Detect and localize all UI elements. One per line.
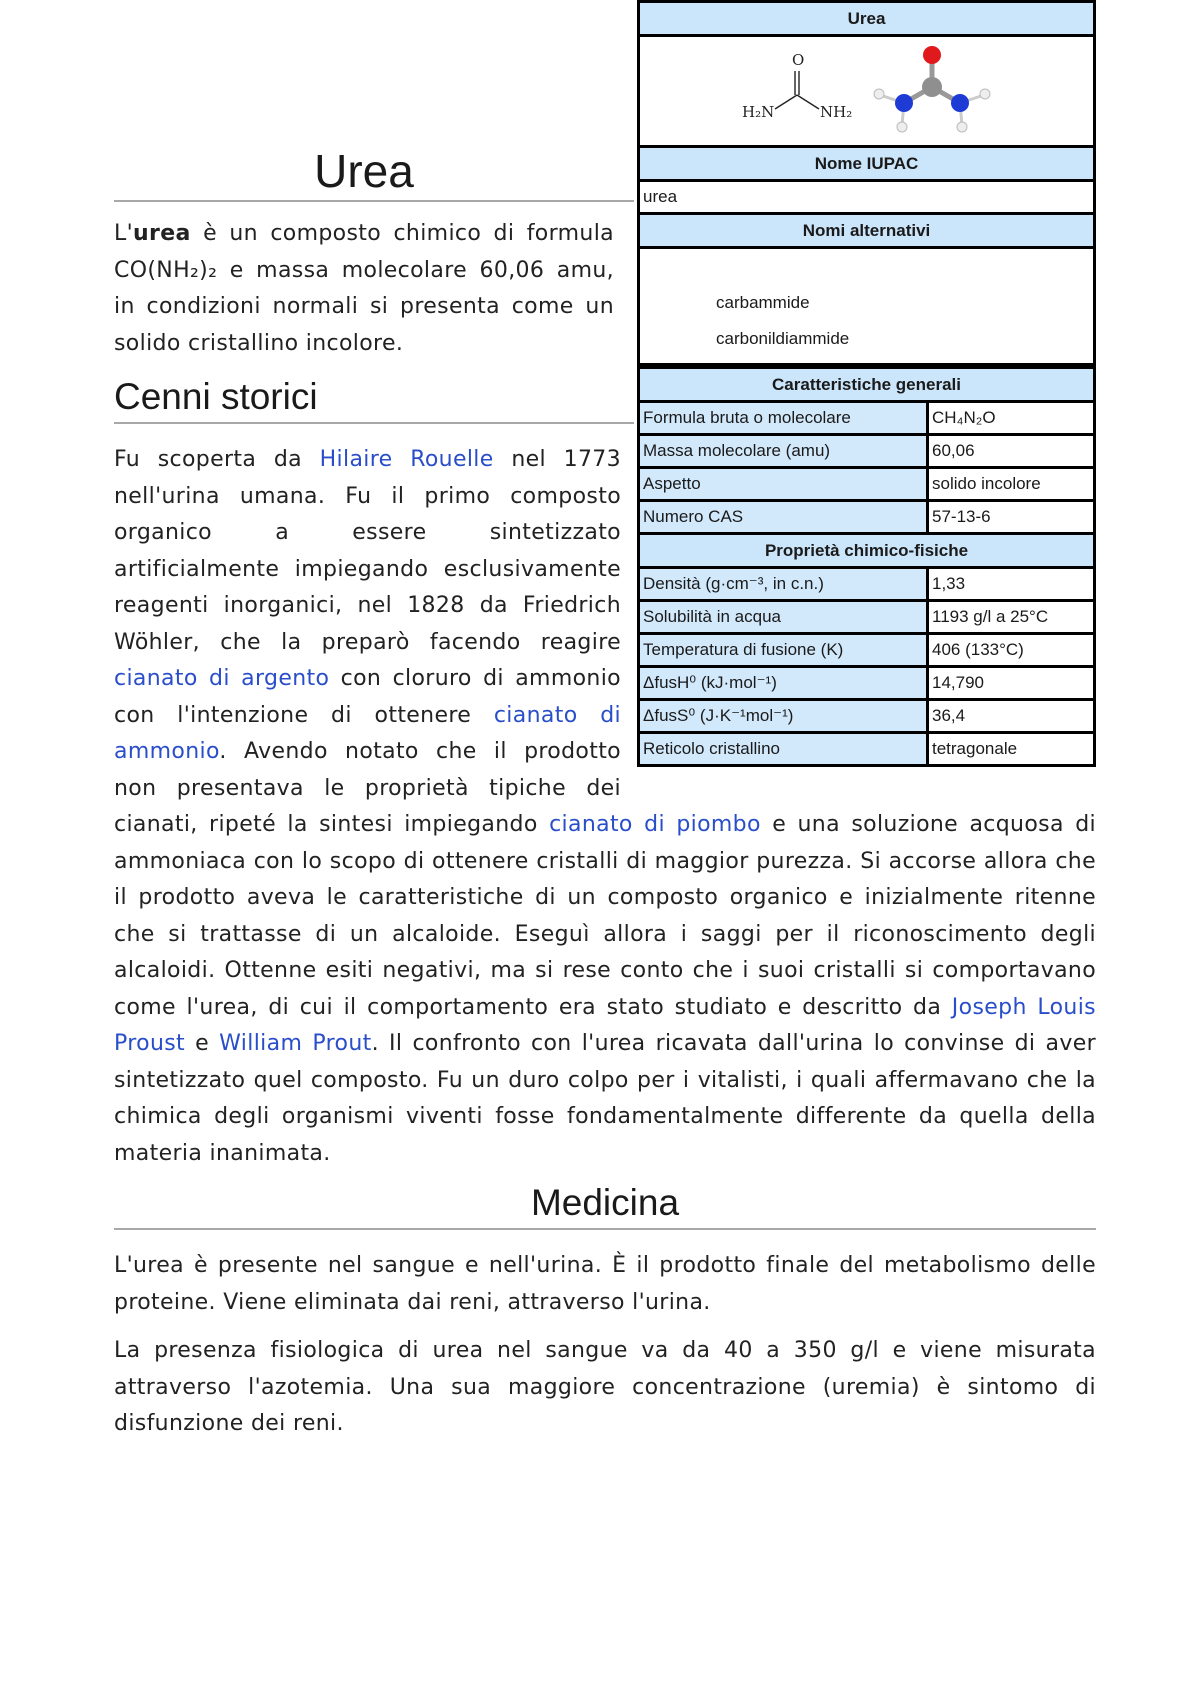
history-divider bbox=[114, 422, 634, 424]
oxygen-label: O bbox=[791, 50, 804, 69]
infobox-title: Urea bbox=[639, 2, 1095, 36]
history-text: Fu scoperta da bbox=[114, 447, 320, 472]
row-value: CH₄N₂O bbox=[928, 402, 1095, 435]
row-label: Aspetto bbox=[639, 468, 928, 501]
history-text: . Il confronto con l'urea ricavata dall'urina lo convinse di aver sintetizzato quel composto. Fu un duro colpo per i vitalisti, i quali affermavano che la chimica degli organismi viventi fosse fondamentalmente differente da quella della materia inanimata. bbox=[114, 1031, 1096, 1166]
link-william-prout[interactable]: William Prout bbox=[219, 1031, 372, 1056]
ball-and-stick-model bbox=[874, 46, 990, 132]
row-label: Numero CAS bbox=[639, 501, 928, 534]
row-label: Formula bruta o molecolare bbox=[639, 402, 928, 435]
alt-name-item: carbammide bbox=[716, 293, 810, 312]
history-text: . Avendo notato che il prodotto non presentava le proprietà tipiche dei cianati, ripeté la sintesi impiegando bbox=[114, 739, 621, 837]
row-value: 36,4 bbox=[928, 700, 1095, 733]
row-label: Densità (g·cm⁻³, in c.n.) bbox=[639, 568, 928, 601]
row-value: solido incolore bbox=[928, 468, 1095, 501]
row-value: 1193 g/l a 25°C bbox=[928, 601, 1095, 634]
intro-bold: urea bbox=[133, 221, 191, 246]
medicine-paragraph-1: L'urea è presente nel sangue e nell'urina. È il prodotto finale del metabolismo delle proteine. Viene eliminata dai reni, attraverso l'urina. bbox=[114, 1253, 1096, 1315]
page-title: Urea bbox=[314, 145, 414, 197]
alt-names-list bbox=[639, 248, 1095, 365]
medicine-heading: Medicina bbox=[530, 1182, 680, 1223]
left-amine-label: H₂N bbox=[741, 102, 774, 121]
right-amine-label: NH₂ bbox=[819, 102, 852, 121]
history-text: nel 1773 nell'urina umana. Fu il primo composto organico a essere sintetizzato artificialmente impiegando esclusivamente reagenti inorganici, nel 1828 da Friedrich Wöhler, che la preparò facendo reagire bbox=[114, 447, 621, 655]
urea-structure-diagram bbox=[742, 39, 992, 139]
intro-paragraph bbox=[114, 216, 614, 362]
history-text: con cloruro di ammonio con l'intenzione di ottenere bbox=[114, 666, 621, 728]
physchem-header: Proprietà chimico-fisiche bbox=[639, 534, 1095, 568]
row-label: Massa molecolare (amu) bbox=[639, 435, 928, 468]
iupac-value: urea bbox=[639, 181, 1095, 214]
medicine-paragraph-2: La presenza fisiologica di urea nel sangue va da 40 a 350 g/l e viene misurata attraverso l'azotemia. Una sua maggiore concentrazione (uremia) è sintomo di disfunzione dei reni. bbox=[114, 1338, 1096, 1436]
alt-names-header: Nomi alternativi bbox=[639, 214, 1095, 248]
row-value: 1,33 bbox=[928, 568, 1095, 601]
row-value: 60,06 bbox=[928, 435, 1095, 468]
infobox bbox=[637, 0, 1096, 366]
history-heading: Cenni storici bbox=[114, 376, 318, 417]
link-hilaire-rouelle[interactable]: Hilaire Rouelle bbox=[319, 447, 494, 472]
row-value: 406 (133°C) bbox=[928, 634, 1095, 667]
row-label: Temperatura di fusione (K) bbox=[639, 634, 928, 667]
history-text: e una soluzione acquosa di ammoniaca con lo scopo di ottenere cristalli di maggior purezza. Si accorse allora che il prodotto aveva le caratteristiche di un composto organico e inizialmente ritenne che si trattasse di un alcaloide. Eseguì allora i saggi per il riconoscimento degli alcaloidi. Ottenne esiti negativi, ma si rese conto che i suoi cristalli si comportavano come l'urea, di cui il comportamento era stato studiato e descritto da bbox=[114, 812, 1096, 1020]
row-label: ΔfusS⁰ (J·K⁻¹mol⁻¹) bbox=[639, 700, 928, 733]
row-value: 14,790 bbox=[928, 667, 1095, 700]
title-divider bbox=[114, 200, 634, 202]
link-cianato-di-ammonio[interactable]: cianato di ammonio bbox=[114, 702, 621, 764]
history-text: e bbox=[185, 1031, 220, 1056]
iupac-header: Nome IUPAC bbox=[639, 147, 1095, 181]
structure-images bbox=[639, 36, 1095, 147]
general-header: Caratteristiche generali bbox=[639, 368, 1095, 402]
article bbox=[114, 0, 1096, 1443]
infobox-properties bbox=[637, 366, 1096, 767]
link-cianato-di-argento[interactable]: cianato di argento bbox=[114, 666, 330, 691]
row-value: 57-13-6 bbox=[928, 501, 1095, 534]
row-label: Reticolo cristallino bbox=[639, 733, 928, 766]
intro-text: è un composto chimico di formula CO(NH₂)₂ e massa molecolare 60,06 amu, in condizioni normali si presenta come un solido cristallino incolore. bbox=[114, 221, 614, 356]
medicine-section bbox=[114, 1182, 1096, 1228]
row-value: tetragonale bbox=[928, 733, 1095, 766]
intro-text: L' bbox=[114, 221, 134, 246]
row-label: ΔfusH⁰ (kJ·mol⁻¹) bbox=[639, 667, 928, 700]
link-cianato-di-piombo[interactable]: cianato di piombo bbox=[549, 812, 761, 837]
medicine-divider bbox=[114, 1228, 1096, 1230]
link-joseph-louis-proust[interactable]: Joseph Louis Proust bbox=[114, 994, 1096, 1056]
row-label: Solubilità in acqua bbox=[639, 601, 928, 634]
alt-name-item: carbonildiammide bbox=[716, 329, 850, 348]
